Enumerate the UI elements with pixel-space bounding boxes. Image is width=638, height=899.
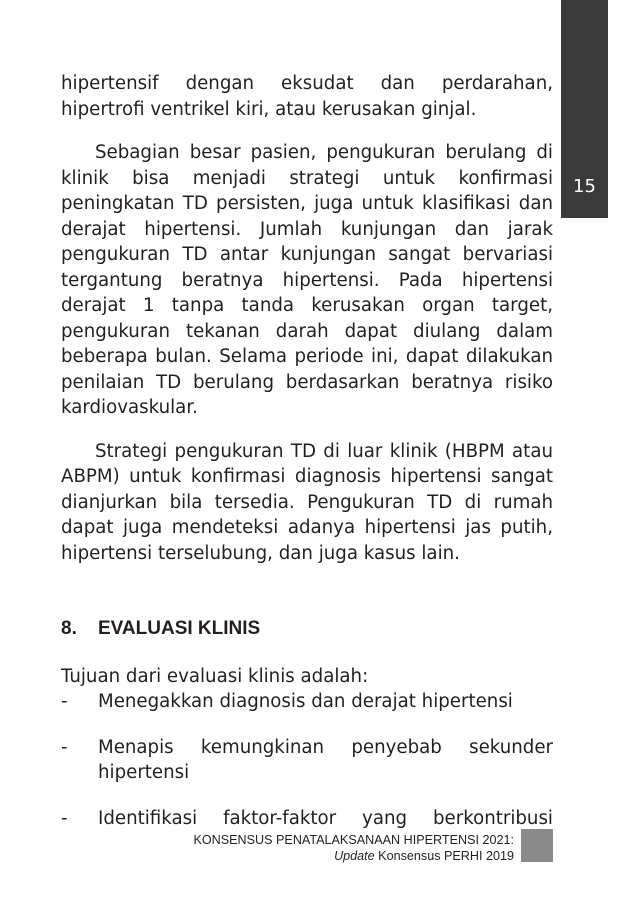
list-item — [61, 689, 553, 715]
paragraph-out-of-clinic: Strategi pengukuran TD di luar klinik (HBPM atau ABPM) untuk konfirmasi diagnosis hipertensi sangat dianjurkan bila tersedia. Pengukuran TD di rumah dapat juga mendeteksi adanya hipertensi jas putih, hipertensi terselubung, dan juga kasus lain. — [61, 440, 553, 564]
list-item — [61, 735, 553, 786]
list-bullet: - — [61, 736, 68, 758]
footer-consensus-label: Konsensus PERHI 2019 — [374, 849, 514, 863]
page-number-tab — [561, 0, 608, 218]
objectives-list — [61, 689, 553, 831]
list-item-text: Identifikasi faktor-faktor yang berkontribusi — [98, 807, 553, 829]
list-item-text: Menapis kemungkinan penyebab sekunder hipertensi — [98, 736, 553, 783]
footer-line-1: KONSENSUS PENATALAKSANAAN HIPERTENSI 2021: — [193, 833, 514, 847]
section-number: 8. — [61, 618, 77, 639]
section-title: EVALUASI KLINIS — [98, 618, 261, 639]
paragraph-clinic-measurement: Sebagian besar pasien, pengukuran berulang di klinik bisa menjadi strategi untuk konfirmasi peningkatan TD persisten, juga untuk klasifikasi dan derajat hipertensi. Jumlah kunjungan dan jarak pengukuran TD antar kunjungan sangat bervariasi tergantung beratnya hipertensi. Pada hipertensi derajat 1 tanpa tanda kerusakan organ target, pengukuran tekanan darah dapat diulang dalam beberapa bulan. Selama periode ini, dapat dilakukan penilaian TD berulang berdasarkan beratnya risiko kardiovaskular. — [61, 142, 553, 418]
list-bullet: - — [61, 691, 68, 712]
section-intro: Tujuan dari evaluasi klinis adalah: — [61, 665, 369, 687]
list-item-text: Menegakkan diagnosis dan derajat hipertensi — [98, 691, 513, 712]
page-content — [61, 71, 553, 851]
footer-text — [193, 832, 514, 864]
paragraph-continuation: hipertensif dengan eksudat dan perdarahan, hipertrofi ventrikel kiri, atau kerusakan ginjal. — [61, 73, 553, 120]
footer-update-label: Update — [334, 849, 375, 863]
footer-marker-box — [521, 829, 553, 862]
page-number: 15 — [573, 176, 596, 197]
list-bullet: - — [61, 807, 68, 829]
list-item — [61, 806, 553, 832]
footer-line-2 — [193, 848, 514, 864]
section-heading — [61, 616, 553, 642]
